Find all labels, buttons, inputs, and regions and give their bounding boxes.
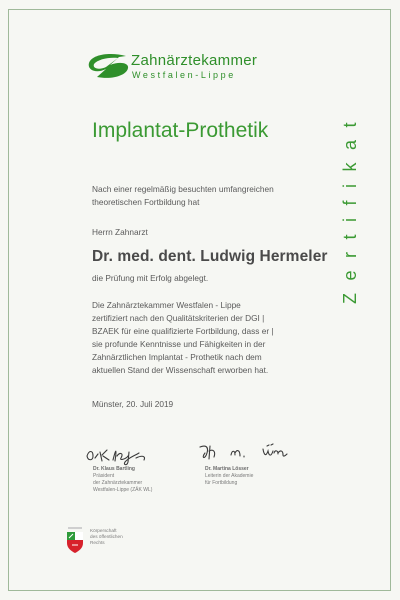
body-line: sie profunde Kenntnisse und Fähigkeiten in der — [92, 339, 266, 349]
signatory-role: für Fortbildung — [205, 480, 238, 486]
signatory-role: der Zahnärztekammer — [93, 480, 143, 486]
signatory-role: Westfalen-Lippe (ZÄK WL) — [93, 487, 153, 493]
signatory-role: Leiterin der Akademie — [205, 473, 254, 479]
signature-bartling — [84, 444, 162, 466]
intro-line: theoretischen Fortbildung hat — [92, 197, 200, 207]
signatory-name: Dr. Martina Lösser — [205, 466, 249, 472]
seal-caption-line: Körperschaft — [90, 528, 117, 533]
body-line: Die Zahnärztekammer Westfalen - Lippe — [92, 300, 241, 310]
signatory-block — [93, 466, 152, 494]
body-line: zertifiziert nach den Qualitätskriterien der DGI | — [92, 313, 265, 323]
zahnaerztekammer-logo-icon — [86, 52, 130, 80]
body-line: BZAEK für eine qualifizierte Fortbildung, dass er | — [92, 326, 274, 336]
logo-subtitle: Westfalen-Lippe — [132, 70, 236, 80]
vertical-heading — [340, 110, 360, 500]
signatory-role: Präsident — [93, 473, 115, 479]
exam-result: die Prüfung mit Erfolg abgelegt. — [92, 273, 209, 283]
recipient-name: Dr. med. dent. Ludwig Hermeler — [92, 248, 328, 265]
salutation: Herrn Zahnarzt — [92, 227, 148, 237]
signatory-name: Dr. Klaus Bartling — [93, 466, 135, 472]
vertical-word: Zertifikat — [340, 110, 360, 305]
body-line: Zahnärztlichen Implantat - Prothetik nach dem — [92, 352, 262, 362]
signatory-block — [205, 466, 253, 487]
seal-caption — [90, 528, 123, 546]
signature-loesser — [197, 441, 289, 465]
nrw-seal-icon — [64, 525, 86, 555]
logo-name: Zahnärztekammer — [131, 52, 258, 69]
intro-line: Nach einer regelmäßig besuchten umfangreichen — [92, 184, 274, 194]
seal-caption-line: Rechts — [90, 540, 105, 545]
seal-caption-line: des öffentlichen — [90, 534, 123, 539]
certificate-title: Implantat-Prothetik — [92, 119, 269, 142]
place-date: Münster, 20. Juli 2019 — [92, 399, 174, 409]
body-line: aktuellen Stand der Wissenschaft erworben hat. — [92, 365, 269, 375]
